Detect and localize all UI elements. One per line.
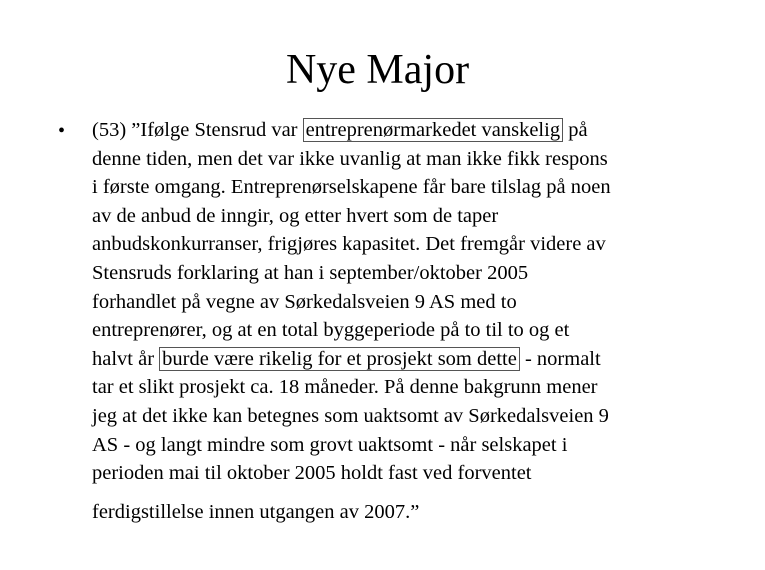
text-line: denne tiden, men det var ikke uvanlig at man ikke fikk respons bbox=[92, 147, 608, 170]
text-segment: - normalt bbox=[519, 347, 601, 370]
text-segment: (53) ”Ifølge Stensrud var bbox=[92, 119, 303, 141]
text-line: AS - og langt mindre som grovt uaktsomt - når selskapet i bbox=[92, 433, 568, 456]
text-line: entreprenører, og at en total byggeperiode på to til to og et bbox=[92, 319, 570, 342]
text-line: forhandlet på vegne av Sørkedalsveien 9 AS med to bbox=[92, 290, 517, 313]
text-line bbox=[92, 345, 732, 374]
text-segment: på bbox=[563, 119, 588, 141]
bullet-marker: • bbox=[58, 120, 66, 142]
text-line: i første omgang. Entreprenørselskapene får bare tilslag på noen bbox=[92, 176, 611, 199]
text-line: anbudskonkurranser, frigjøres kapasitet. Det fremgår videre av bbox=[92, 233, 606, 256]
text-line: perioden mai til oktober 2005 holdt fast ved forventet bbox=[92, 462, 532, 485]
text-line: tar et slikt prosjekt ca. 18 måneder. På denne bakgrunn mener bbox=[92, 376, 598, 399]
text-line bbox=[92, 116, 732, 145]
slide-title: Nye Major bbox=[285, 47, 470, 93]
text-line: jeg at det ikke kan betegnes som uaktsomt av Sørkedalsveien 9 bbox=[92, 404, 609, 427]
text-line: av de anbud de inngir, og etter hvert som de taper bbox=[92, 204, 499, 227]
highlighted-phrase: burde være rikelig for et prosjekt som dette bbox=[159, 347, 520, 371]
text-line: ferdigstillelse innen utgangen av 2007.” bbox=[92, 500, 420, 523]
text-line: Stensruds forklaring at han i september/oktober 2005 bbox=[92, 261, 529, 284]
highlighted-phrase: entreprenørmarkedet vanskelig bbox=[303, 118, 563, 142]
text-segment: halvt år bbox=[92, 347, 160, 370]
quote-body bbox=[92, 116, 732, 526]
